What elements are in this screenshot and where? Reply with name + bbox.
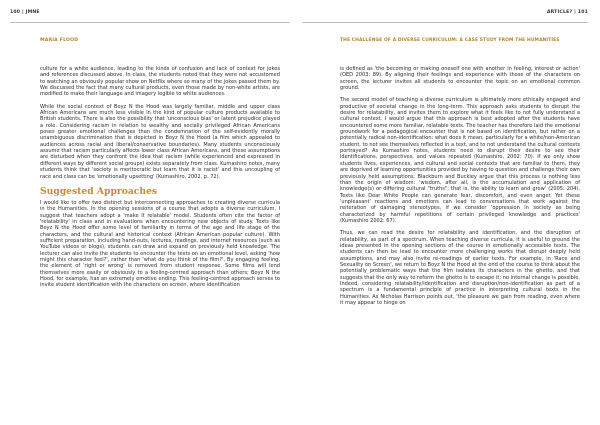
left-paragraph-3: I would like to offer two distinct but interconnecting approaches to creating diverse curricula in the Humanities. In the opening sessions of a course that adopts a diverse curriculum, I suggest that teachers adopt a 'make it relatable' model. Students often cite the factor of 'relatability' in class and in evaluations when encountering new objects of study. Texts like Boyz N the Hood offer some level of familiarity in terms of the age and life stage of the characters, and the cultural and historical context (African American popular culture). With sufficient preparation, including hand-outs, lectures, readings, and internet resources (such as YouTube videos or blogs), students can draw and expand on previously held knowledge. The lecturer can also invite the students to encounter the texts on an emotional level, asking 'how might this character feel?', rather than 'what do you think of the film?'. By engaging feeling, the element of 'right or wrong' is removed from student response. Some films will lend themselves more easily or obviously to a feeling-centred approach than others; Boyz N the Hood, for example, has an extremely emotive ending. This feeling-centred approach serves to invite student identification with the characters on screen, where identification xyxy=(40,199,280,289)
right-header-rule xyxy=(302,22,588,23)
right-paragraph-1: is defined as 'the becoming or making oneself one with another in feeling, interest or action' (OED 2003: 89). By aligning their feelings and experience with those of the characters on screen, the lecturer invites all students to encounter the topic on an emotional common ground. xyxy=(340,66,580,92)
left-text-column xyxy=(40,66,280,295)
right-paragraph-3: Thus, we can read the desire for relatability and identification, and the disruption of relatability, as part of a spectrum. When teaching diverse curricula, it is useful to ground the ideas presented in the opening sections of the course in emotionally accessible texts. The students can then be lead to encounter more challenging works that disrupt deeply held assumptions, and may also invite re-readings of earlier texts. For example, in 'Race and Sexuality on Screen', we return to Boyz N the Hood at the end of the course to think about the potentially problematic ways that the film isolates its characters in the ghetto, and that suggests that the only way to reform the ghetto is to escape it; no internal change is possible. Indeed, considering relatability/identification and disruption/non-identification as part of a spectrum is a fundamental principle of practice in interpreting cultural texts in the Humanities. As Nicholas Harrison points out, 'the pleasure we gain from reading, even where it may appear to hinge on xyxy=(340,230,580,307)
left-header-rule xyxy=(10,22,290,23)
author-name: MARIA FLOOD xyxy=(40,38,79,43)
right-text-column xyxy=(340,66,580,312)
right-paragraph-2: The second model of teaching a diverse curriculum is ultimately more ethically engaged and productive of societal change in the long-term. This approach asks students to disrupt the desire for relatability, and invites them to explore what it feels like to not fully understand a cultural context. I would argue that this approach is best adopted after the students have encountered some more familiar, relatable texts. The teacher has therefore laid the emotional groundwork for a pedagogical encounter that is not based on identification, but rather on a potentially radical non-identification: what does it mean, particularly for a white/non-American student, to not see themselves reflected in a text, and to not understand the cultural contexts portrayed? As Kumashiro notes, students need to disrupt their desire to see their identifications, perspectives, and values repeated (Kumashiro, 2002: 70). If we only show students lives, experiences, and cultural and social contexts that are familiar to them, they are deprived of learning opportunities provided by having to question and challenge their own previously held assumptions. Blackburn and Buckley argue that this process is nothing less than the origin of wisdom: 'wisdom, after all, is the accumulation and application of knowledge(s) or differing cultural "truths"; that is, the ability to learn and grow' (2005: 204). Texts like Dear White People can generate fear, discomfort, and even anger. Yet these 'unpleasant' reactions and emotions can lead to conversations that work against the reiteration of damaging stereotypes, if we consider 'oppression in society as being characterized by harmful repetitions of certain privileged knowledge and practices' (Kumashiro 2002: 67). xyxy=(340,97,580,224)
left-paragraph-1: culture for a white audience, leading to the kinds of confusion and lack of context for jokes and references discussed above. In class, the students noted that they were not accustomed to watching an obviously popular show on Netflix where so many of the jokes passed them by. We discussed the fact that many cultural products, even those made by non-white artists, are modified to make their language and imagery legible to white audiences. xyxy=(40,66,280,98)
right-running-head: ARTICLE? | 101 xyxy=(546,10,588,15)
section-heading: Suggested Approaches xyxy=(40,185,158,197)
left-running-head: 100 | JMNE xyxy=(10,10,40,15)
right-page xyxy=(300,0,600,425)
article-title: THE CHALLENGE OF A DIVERSE CURRICULUM: A CASE STUDY FROM THE HUMANITIES xyxy=(340,38,560,43)
left-paragraph-2: While the social context of Boyz N the Hood was largely familiar, middle and upper class African Americans are much less visible in the kind of popular culture products available to British students. There is also the possibility that 'unconscious bias' or latent prejudice played a role. Considering racism in relation to wealthy and socially privileged African Americans poses greater emotional challenges than the condemnation of the self-evidently morally unambiguous discrimination that is depicted in Boyz N the Hood (a film which appealed to audiences across racial and liberal/conservative boundaries). Many students unconsciously assume that racism particularly affects lower class African Americans, and these assumptions are disturbed when they confront the idea that racism (while experienced and expressed in different ways by different social groups) exists separately from class. Kumashiro notes, many students think that 'society is meritocratic but learn that it is racist' and this uncoupling of race and class can be 'emotionally upsetting' (Kumashiro, 2002, p. 72). xyxy=(40,103,280,180)
